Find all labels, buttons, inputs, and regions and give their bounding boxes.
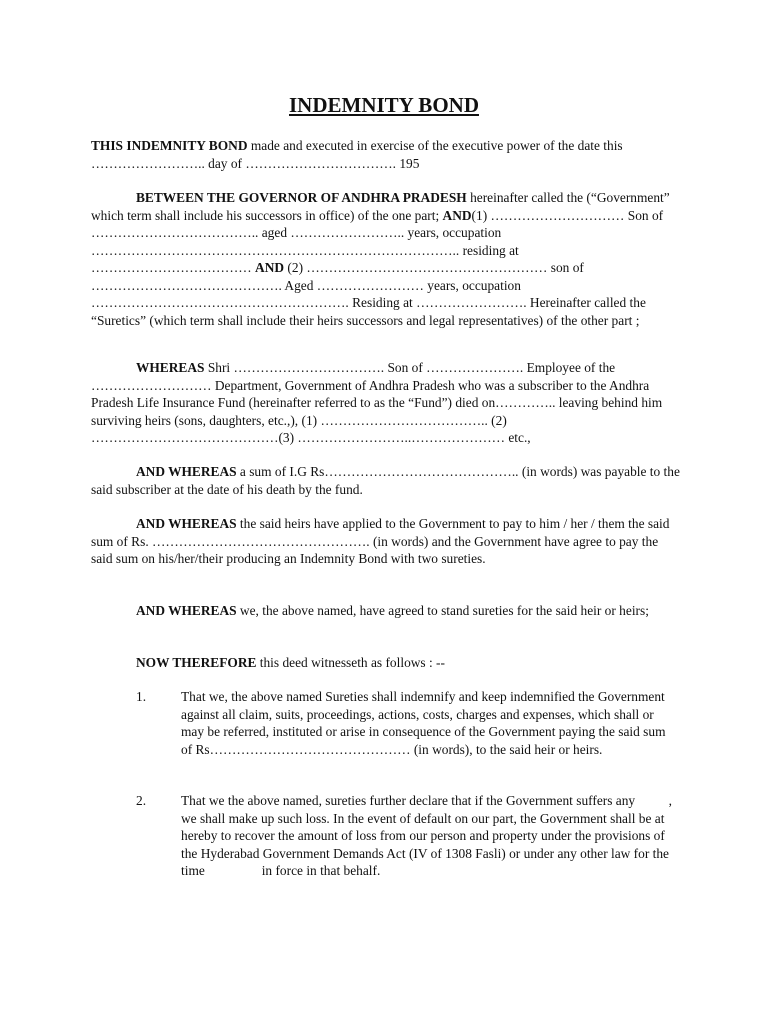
parties-text-1: hereinafter called the (“Government” which term shall include his successors in office) of the one part; (91, 190, 670, 223)
now-therefore-text: this deed witnesseth as follows : -- (256, 655, 445, 670)
whereas-text-4: we, the above named, have agreed to stand sureties for the said heir or heirs; (236, 603, 649, 618)
preamble-lead: THIS INDEMNITY BOND (91, 138, 248, 153)
document-title: INDEMNITY BOND (289, 93, 479, 117)
clause-text-1: That we, the above named Sureties shall indemnify and keep indemnified the Government against all claim, suits, proceedings, actions, costs, charges and expenses, which shall or may be referred, instituted or arise in consequence of the Government paying the said sum of Rs……………………………………… (in words), to the said heir or heirs. (181, 689, 666, 757)
whereas-lead-4: AND WHEREAS (136, 603, 237, 618)
parties-paragraph (91, 189, 681, 329)
whereas-applied-paragraph (91, 515, 681, 568)
clause-text-2: That we the above named, sureties further declare that if the Government suffers any , we shall make up such loss. In the event of default on our part, the Government shall be at hereby to recover the amount of loss from our person and property under the provisions of the Hyderabad Government Demands Act (IV of 1308 Fasli) or under any other law for the time in force in that behalf. (181, 793, 676, 878)
whereas-sum-paragraph (91, 463, 681, 498)
whereas-lead-1: WHEREAS (136, 360, 205, 375)
preamble-text: made and executed in exercise of the executive power of the date this …………………….. day of ……………………………. 195 (91, 138, 623, 171)
whereas-lead-2: AND WHEREAS (136, 464, 237, 479)
clause-number-2: 2. (136, 793, 147, 808)
whereas-text-1: Shri ……………………………. Son of …………………. Employee of the ……………………… Department, Government of Andhra Pradesh who was a subscriber to the Andhra Pradesh Life Insurance Fund (hereinafter referred to as the “Fund”) died on………….. leaving behind him surviving heirs (sons, daughters, etc.,), (1) ……………………………….. (2) ……………………………………(3) ……………………..………………… etc., (91, 360, 663, 445)
whereas-sureties-paragraph (91, 602, 681, 620)
preamble-paragraph (91, 137, 681, 172)
whereas-deceased-paragraph (91, 359, 681, 447)
parties-and-2: AND (255, 260, 285, 275)
parties-and-1: AND (442, 207, 472, 223)
parties-lead: BETWEEN THE GOVERNOR OF ANDHRA PRADESH (136, 190, 467, 205)
parties-text-2: (1) ………………………… Son of ……………………………….. aged …………………….. years, occupation ……………………………………………………………………….. residing at ……………………………… (91, 207, 664, 275)
whereas-text-2: a sum of I.G Rs…………………………………….. (in words) was payable to the said subscriber at the date of his death by the fund. (91, 464, 680, 497)
whereas-text-3: the said heirs have applied to the Government to pay to him / her / them the said sum of Rs. …………………………………………. (in words) and the Government have agree to pay the said sum on his/her/their producing an Indemnity Bond with two sureties. (91, 516, 670, 566)
parties-text-3: (2) ……………………………………………… son of ……………………………………. Aged …………………… years, occupation …………………………………………………. Residing at ……………………. Hereinafter called the “Suretics” (which term shall include their heirs successors and legal representatives) of the other part ; (91, 260, 646, 328)
now-therefore-paragraph (91, 654, 681, 672)
whereas-lead-3: AND WHEREAS (136, 516, 237, 531)
now-therefore-lead: NOW THEREFORE (136, 655, 257, 670)
clause-number-1: 1. (136, 689, 147, 704)
